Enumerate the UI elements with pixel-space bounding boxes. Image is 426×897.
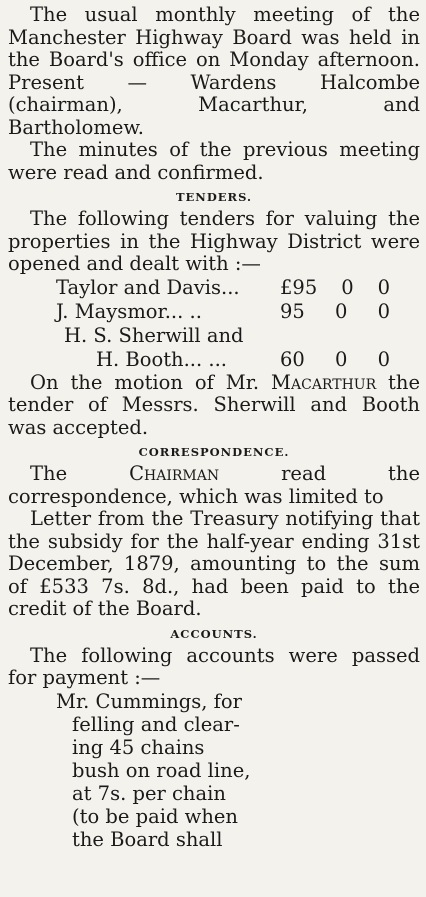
treasury-letter-paragraph: Letter from the Treasury notifying that the subsidy for the half-year ending 31st December, 1879, amounting to the sum of £533 7s. 8d., had been paid to the credit of the Board. bbox=[8, 507, 420, 620]
tender-amount bbox=[280, 276, 420, 300]
account-line: felling and clear- bbox=[72, 712, 240, 736]
account-line: ing 45 chains bbox=[72, 735, 205, 759]
tender-name: Taylor and Davis... bbox=[56, 275, 240, 299]
tenders-heading: TENDERS. bbox=[175, 190, 253, 204]
intro-paragraph: The usual monthly meeting of the Manchester Highway Board was held in the Board's office on Monday afternoon. Present — Wardens Halcombe (chairman), Macarthur, and Bartholomew. bbox=[8, 3, 420, 139]
tender-pence: 0 bbox=[377, 299, 390, 323]
account-line: the Board shall bbox=[72, 827, 223, 851]
tender-amount bbox=[280, 300, 420, 324]
account-line: at 7s. per chain bbox=[72, 781, 226, 805]
motion-text: On the motion of Mr. bbox=[30, 370, 272, 394]
accounts-heading: ACCOUNTS. bbox=[170, 626, 258, 641]
correspondence-text: The bbox=[30, 462, 130, 485]
tenders-paragraph: The following tenders for valuing the properties in the Highway District were opened and dealt with :— bbox=[8, 207, 420, 275]
tenders-list bbox=[8, 276, 420, 372]
tender-shillings: 0 bbox=[334, 347, 348, 371]
tender-pounds: 60 bbox=[280, 347, 305, 371]
account-line: Mr. Cummings, for bbox=[56, 689, 242, 713]
correspondence-text-end: read the correspondence, which was limited to bbox=[8, 462, 420, 508]
tender-pounds: 95 bbox=[280, 299, 305, 323]
tender-shillings: 0 bbox=[341, 275, 354, 299]
tender-pounds: £95 bbox=[280, 275, 318, 299]
correspondence-chairman: Chairman bbox=[129, 462, 220, 485]
correspondence-paragraph bbox=[8, 463, 420, 508]
tender-name: H. S. Sherwill and bbox=[64, 323, 244, 347]
tender-shillings: 0 bbox=[334, 299, 348, 323]
accounts-list bbox=[8, 690, 420, 851]
tender-row bbox=[56, 276, 420, 300]
tender-row bbox=[56, 324, 420, 348]
tender-row bbox=[56, 348, 420, 372]
tender-pence: 0 bbox=[377, 275, 390, 299]
correspondence-heading: CORRESPONDENCE. bbox=[138, 445, 290, 459]
accounts-paragraph: The following accounts were passed for payment :— bbox=[8, 643, 420, 689]
motion-text-end: the tender of Messrs. Sherwill and Booth was accepted. bbox=[8, 370, 420, 439]
tender-pence: 0 bbox=[377, 347, 390, 371]
motion-paragraph bbox=[8, 372, 420, 440]
account-line: bush on road line, bbox=[72, 758, 251, 782]
account-line: (to be paid when bbox=[72, 804, 238, 828]
motion-mover: Macarthur bbox=[271, 370, 377, 394]
tender-row bbox=[56, 300, 420, 324]
minutes-paragraph: The minutes of the previous meeting were read and confirmed. bbox=[8, 138, 420, 184]
tender-name: J. Maysmor... .. bbox=[56, 299, 202, 323]
tender-name: H. Booth... ... bbox=[96, 347, 227, 371]
tender-amount bbox=[280, 348, 420, 372]
newspaper-column bbox=[8, 4, 420, 851]
